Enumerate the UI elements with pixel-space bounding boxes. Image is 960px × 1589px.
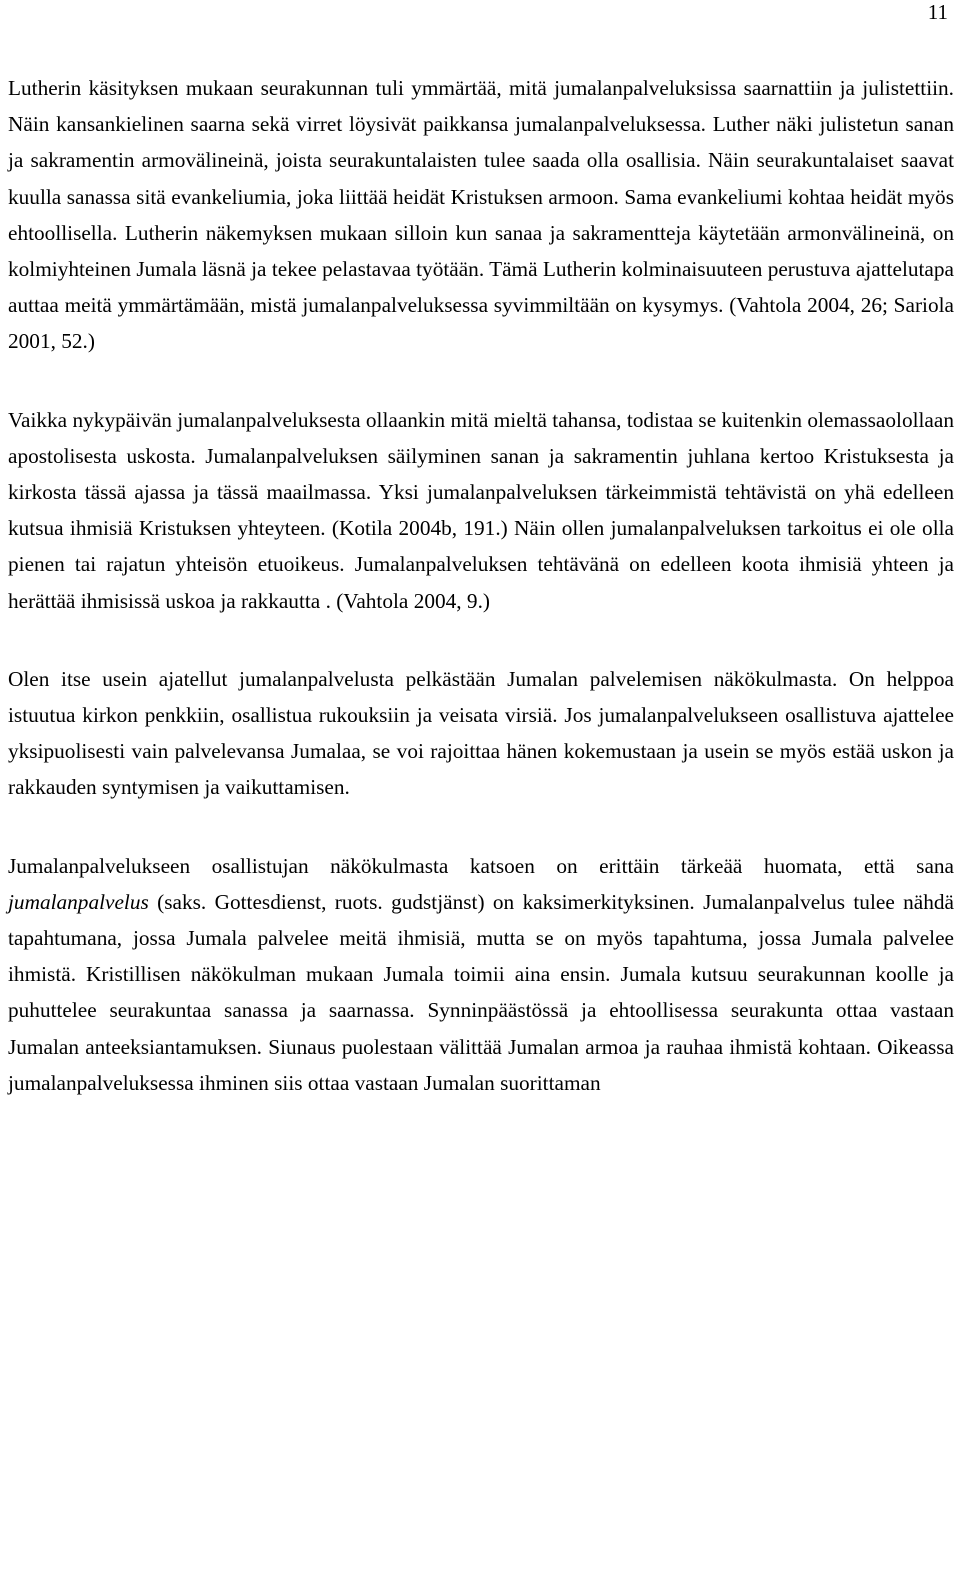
paragraph-double-meaning — [8, 848, 954, 1101]
paragraph-text-rest: (saks. Gottesdienst, ruots. gudstjänst) on kaksimerkityksinen. Jumalanpalvelus tulee nähdä tapahtumana, jossa Jumala palvelee meitä ihmisiä, mutta se on myös tapahtuma, jossa Jumala palvelee ihmistä. Kristillisen näkökulman mukaan Jumala toimii aina ensin. Jumala kutsuu seurakunnan koolle ja puhuttelee seurakuntaa sanassa ja saarnassa. Synninpäästössä ja ehtoollisessa seurakunta ottaa vastaan Jumalan anteeksiantamuksen. Siunaus puolestaan välittää Jumalan armoa ja rauhaa ihmistä kohtaan. Oikeassa jumalanpalveluksessa ihminen siis ottaa vastaan Jumalan suorittaman — [8, 889, 954, 1095]
page-number: 11 — [927, 0, 948, 24]
paragraph-text-start: Jumalanpalvelukseen osallistujan näkökulmasta katsoen on erittäin tärkeää huomata, että sana — [8, 853, 954, 878]
document-body — [8, 70, 954, 1143]
paragraph-luther-understanding: Lutherin käsityksen mukaan seurakunnan tuli ymmärtää, mitä jumalanpalveluksissa saarnattiin ja julistettiin. Näin kansankielinen saarna sekä virret löysivät paikkansa jumalanpalveluksessa. Luther näki julistetun sanan ja sakramentin armovälineinä, joista seurakuntalaisten tulee saada olla osallisia. Näin seurakuntalaiset saavat kuulla sanassa sitä evankeliumia, joka liittää heidät Kristuksen armoon. Sama evankeliumi kohtaa heidät myös ehtoollisella. Lutherin näkemyksen mukaan silloin kun sanaa ja sakramentteja käytetään armonvälineinä, on kolmiyhteinen Jumala läsnä ja tekee pelastavaa työtään. Tämä Lutherin kolminaisuuteen perustuva ajattelutapa auttaa meitä ymmärtämään, mistä jumalanpalveluksessa syvimmiltään on kysymys. (Vahtola 2004, 26; Sariola 2001, 52.) — [8, 76, 954, 354]
emphasized-term: jumalanpalvelus — [8, 889, 149, 914]
paragraph-modern-worship: Vaikka nykypäivän jumalanpalveluksesta ollaankin mitä mieltä tahansa, todistaa se kuitenkin olemassaolollaan apostolisesta uskosta. Jumalanpalveluksen säilyminen sanan ja sakramentin juhlana kertoo Kristuksesta ja kirkosta tässä ajassa ja tässä maailmassa. Yksi jumalanpalveluksen tärkeimmistä tehtävistä on yhä edelleen kutsua ihmisiä Kristuksen yhteyteen. (Kotila 2004b, 191.) Näin ollen jumalanpalveluksen tarkoitus ei ole olla pienen tai rajatun yhteisön etuoikeus. Jumalanpalveluksen tehtävänä on edelleen koota ihmisiä yhteen ja herättää ihmisissä uskoa ja rakkautta . (Vahtola 2004, 9.) — [8, 407, 954, 613]
paragraph-personal-view: Olen itse usein ajatellut jumalanpalvelusta pelkästään Jumalan palvelemisen näkökulmasta. On helppoa istuutua kirkon penkkiin, osallistua rukouksiin ja veisata virsiä. Jos jumalanpalvelukseen osallistuva ajattelee yksipuolisesti vain palvelevansa Jumalaa, se voi rajoittaa hänen kokemustaan ja usein se myös estää uskon ja rakkauden syntymisen ja vaikuttamisen. — [8, 666, 954, 800]
